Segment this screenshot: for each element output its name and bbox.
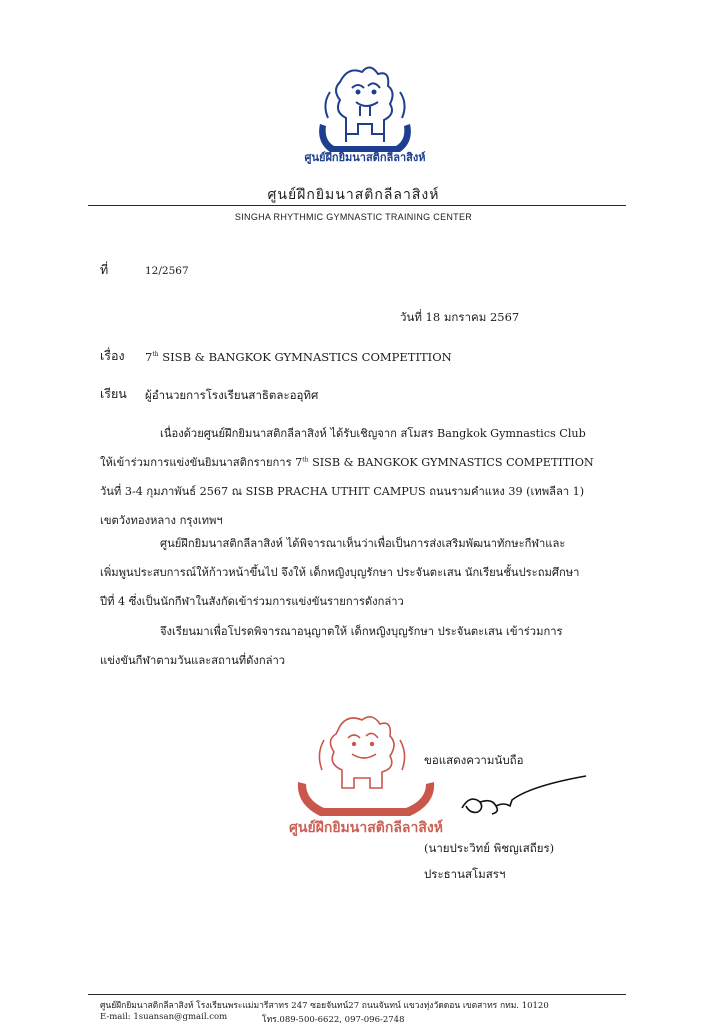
paragraph-1 bbox=[100, 419, 594, 535]
footer-phone: โทร.089-500-6622, 097-096-2748 bbox=[262, 1015, 405, 1025]
signer-name: (นายประวิทย์ พิชญเสถียร) bbox=[424, 841, 555, 855]
to-text: ผู้อำนวยการโรงเรียนสาธิตละออุทิศ bbox=[145, 388, 319, 402]
subject-label: เรื่อง bbox=[100, 348, 125, 363]
paragraph-3-line-2: แข่งขันกีฬาตามวันและสถานที่ดังกล่าว bbox=[100, 654, 286, 667]
p1-line-2-sup: th bbox=[302, 456, 309, 464]
footer-email: E-mail: 1suansan@gmail.com bbox=[100, 1012, 228, 1022]
footer-divider bbox=[88, 994, 626, 995]
paragraph-3 bbox=[100, 617, 563, 675]
footer-address: ศูนย์ฝึกยิมนาสติกลีลาสิงห์ โรงเรียนพระแม่มารีสาทร 247 ซอยจันทน์27 ถนนจันทน์ แขวงทุ่งวัดดอน เขตสาทร กทม. 10120 bbox=[100, 1001, 549, 1011]
subject-ordinal-suffix: th bbox=[152, 351, 159, 359]
ref-label: ที่ bbox=[100, 262, 109, 277]
p1-line-2-suffix: SISB & BANGKOK GYMNASTICS COMPETITION bbox=[312, 456, 594, 469]
subject-line bbox=[145, 349, 452, 365]
paragraph-1-line-2 bbox=[100, 448, 594, 477]
paragraph-1-line-4: เขตวังทองหลาง กรุงเทพฯ bbox=[100, 514, 223, 527]
org-name-english: SINGHA RHYTHMIC GYMNASTIC TRAINING CENTER bbox=[234, 212, 473, 222]
paragraph-2-line-3: ปีที่ 4 ซึ่งเป็นนักกีฬาในสังกัดเข้าร่วมการแข่งขันรายการดังกล่าว bbox=[100, 595, 404, 608]
paragraph-2-line-1: ศูนย์ฝึกยิมนาสติกลีลาสิงห์ ได้พิจารณาเห็นว่าเพื่อเป็นการส่งเสริมพัฒนาทักษะกีฬาและ bbox=[160, 537, 566, 550]
svg-text:ศูนย์ฝึกยิมนาสติกลีลาสิงห์: ศูนย์ฝึกยิมนาสติกลีลาสิงห์ bbox=[304, 151, 426, 164]
paragraph-3-line-1: จึงเรียนมาเพื่อโปรดพิจารณาอนุญาตให้ เด็กหญิงบุญรักษา ประจันตะเสน เข้าร่วมการ bbox=[160, 625, 563, 638]
paragraph-2-line-2: เพิ่มพูนประสบการณ์ให้ก้าวหน้าขึ้นไป จึงให้ เด็กหญิงบุญรักษา ประจันตะเสน นักเรียนชั้นประถมศึกษา bbox=[100, 566, 580, 579]
subject-text: SISB & BANGKOK GYMNASTICS COMPETITION bbox=[162, 350, 452, 364]
paragraph-1-line-1: เนื่องด้วยศูนย์ฝึกยิมนาสติกลีลาสิงห์ ได้รับเชิญจาก สโมสร Bangkok Gymnastics Club bbox=[160, 427, 586, 440]
letter-date: วันที่ 18 มกราคม 2567 bbox=[400, 310, 520, 324]
singha-logo bbox=[300, 62, 430, 164]
svg-text:ศูนย์ฝึกยิมนาสติกลีลาสิงห์: ศูนย์ฝึกยิมนาสติกลีลาสิงห์ bbox=[289, 820, 443, 836]
paragraph-1-line-3: วันที่ 3-4 กุมภาพันธ์ 2567 ณ SISB PRACHA UTHIT CAMPUS ถนนรามคำแหง 39 (เทพลีลา 1) bbox=[100, 485, 585, 498]
ref-number: 12/2567 bbox=[145, 265, 189, 277]
closing-text: ขอแสดงความนับถือ bbox=[424, 753, 524, 767]
to-label: เรียน bbox=[100, 386, 127, 401]
p1-line-2-prefix: ให้เข้าร่วมการแข่งขันยิมนาสติกรายการ 7 bbox=[100, 456, 303, 469]
paragraph-2 bbox=[100, 529, 579, 616]
signer-title: ประธานสโมสรฯ bbox=[424, 867, 506, 881]
header-divider bbox=[88, 205, 626, 206]
organization-stamp bbox=[280, 712, 455, 837]
signature bbox=[440, 772, 588, 816]
subject-ordinal: 7 bbox=[145, 350, 153, 364]
org-name-thai: ศูนย์ฝึกยิมนาสติกลีลาสิงห์ bbox=[267, 187, 440, 203]
